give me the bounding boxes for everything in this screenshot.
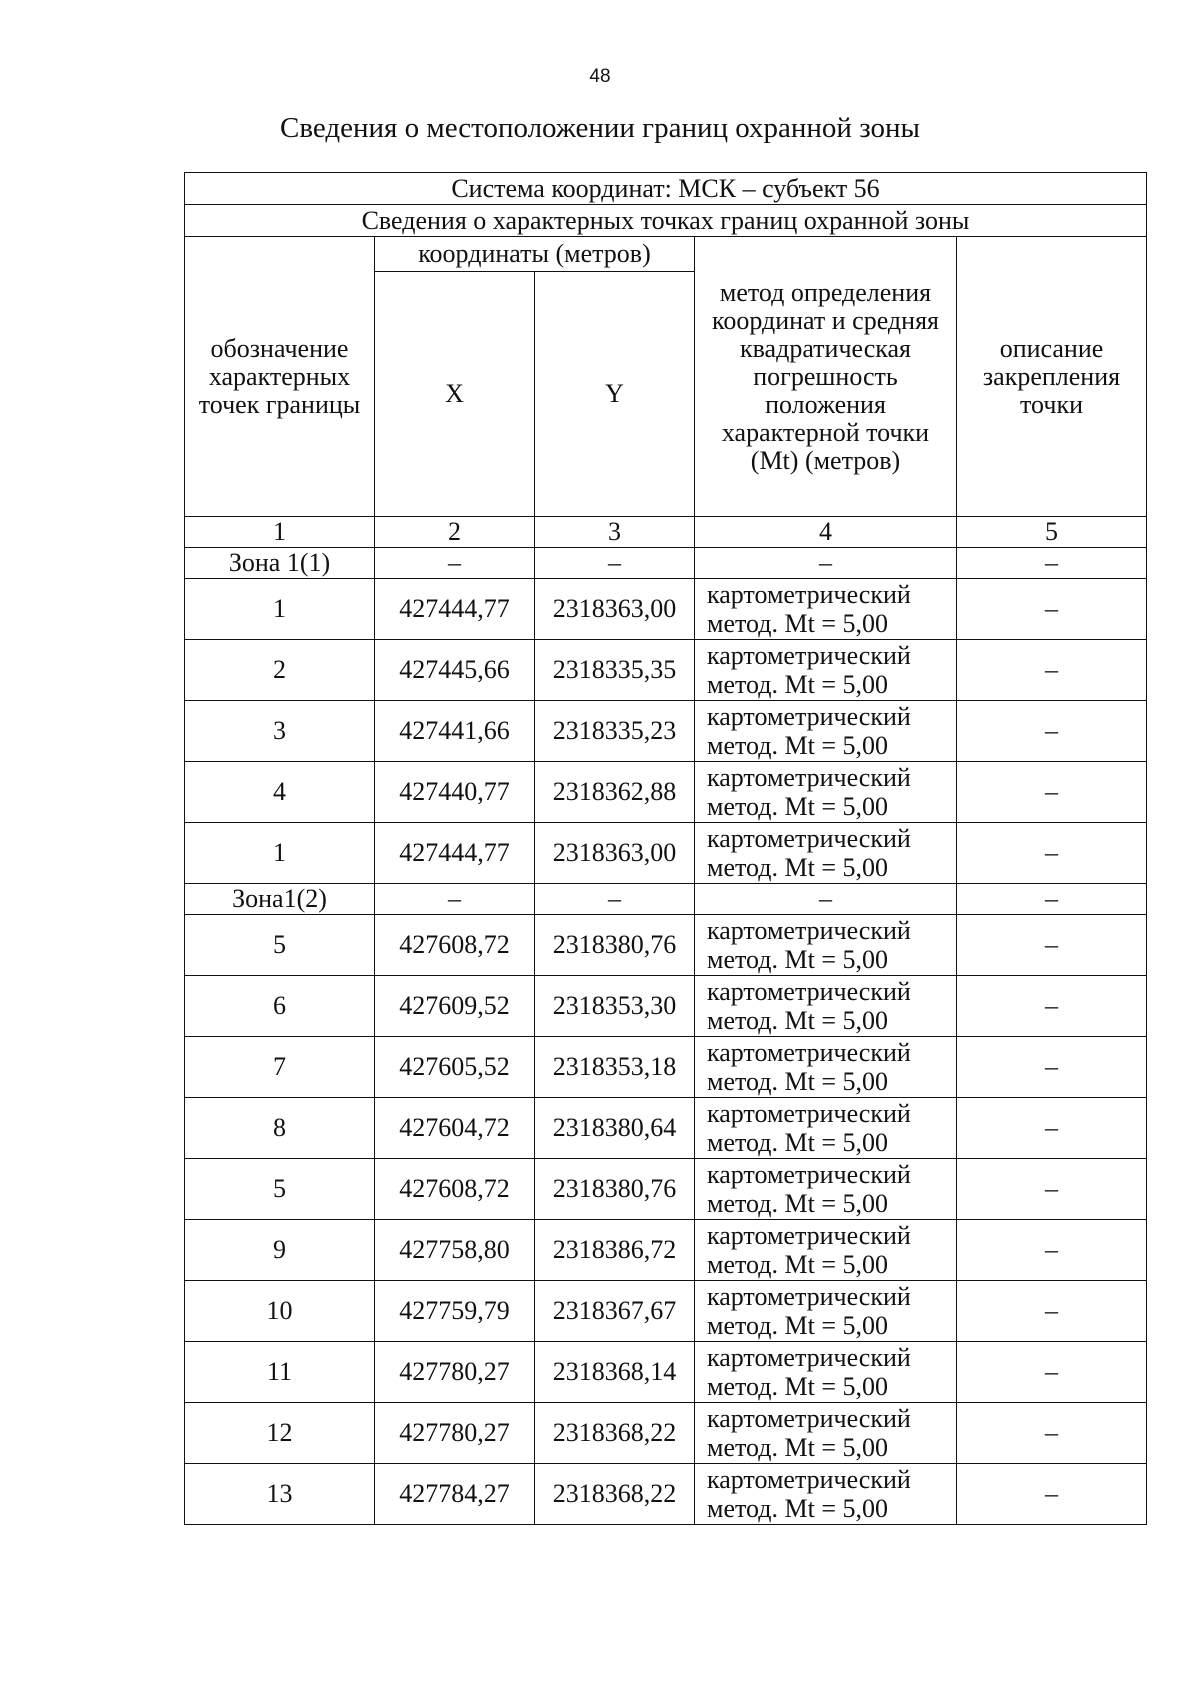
table-row	[185, 1098, 1147, 1159]
boundary-points-table	[184, 172, 1147, 1525]
header-coordinates: координаты (метров)	[375, 237, 695, 272]
method-cell	[695, 579, 957, 640]
table-row	[185, 762, 1147, 823]
method-cell	[695, 701, 957, 762]
method-line-2: метод. Mt = 5,00	[707, 1067, 888, 1096]
zone-dash: –	[535, 548, 695, 579]
x-coordinate: 427444,77	[375, 823, 535, 884]
table-row	[185, 1159, 1147, 1220]
zone-row	[185, 548, 1147, 579]
method-line-2: метод. Mt = 5,00	[707, 670, 888, 699]
description-cell: –	[957, 1281, 1147, 1342]
zone-dash: –	[957, 548, 1147, 579]
point-number: 9	[185, 1220, 375, 1281]
point-number: 3	[185, 701, 375, 762]
method-line-1: картометрический	[707, 1404, 911, 1433]
method-cell	[695, 762, 957, 823]
description-cell: –	[957, 1037, 1147, 1098]
method-cell	[695, 976, 957, 1037]
point-number: 1	[185, 579, 375, 640]
method-line-1: картометрический	[707, 702, 911, 731]
method-line-2: метод. Mt = 5,00	[707, 1311, 888, 1340]
zone-dash: –	[695, 548, 957, 579]
x-coordinate: 427444,77	[375, 579, 535, 640]
table-row	[185, 1037, 1147, 1098]
method-line-1: картометрический	[707, 1038, 911, 1067]
column-number: 2	[375, 517, 535, 548]
description-cell: –	[957, 640, 1147, 701]
y-coordinate: 2318353,18	[535, 1037, 695, 1098]
method-line-1: картометрический	[707, 763, 911, 792]
description-cell: –	[957, 1159, 1147, 1220]
table-row	[185, 1342, 1147, 1403]
method-cell	[695, 1342, 957, 1403]
table-row	[185, 640, 1147, 701]
x-coordinate: 427784,27	[375, 1464, 535, 1525]
method-line-2: метод. Mt = 5,00	[707, 945, 888, 974]
table-row	[185, 823, 1147, 884]
y-coordinate: 2318368,14	[535, 1342, 695, 1403]
y-coordinate: 2318368,22	[535, 1464, 695, 1525]
method-cell	[695, 1159, 957, 1220]
column-numbers-row	[185, 517, 1147, 548]
zone-dash: –	[535, 884, 695, 915]
method-line-2: метод. Mt = 5,00	[707, 1433, 888, 1462]
point-number: 1	[185, 823, 375, 884]
point-number: 5	[185, 1159, 375, 1220]
method-line-1: картометрический	[707, 641, 911, 670]
method-cell	[695, 915, 957, 976]
x-coordinate: 427608,72	[375, 1159, 535, 1220]
method-line-2: метод. Mt = 5,00	[707, 1250, 888, 1279]
point-number: 5	[185, 915, 375, 976]
x-coordinate: 427780,27	[375, 1342, 535, 1403]
method-line-2: метод. Mt = 5,00	[707, 1128, 888, 1157]
x-coordinate: 427759,79	[375, 1281, 535, 1342]
header-point-designation: обозначение характерных точек границы	[185, 237, 375, 517]
method-cell	[695, 640, 957, 701]
x-coordinate: 427609,52	[375, 976, 535, 1037]
method-cell	[695, 823, 957, 884]
y-coordinate: 2318380,76	[535, 1159, 695, 1220]
point-number: 4	[185, 762, 375, 823]
method-line-1: картометрический	[707, 1465, 911, 1494]
method-line-2: метод. Mt = 5,00	[707, 731, 888, 760]
y-coordinate: 2318335,23	[535, 701, 695, 762]
coordinate-system-label: Система координат: МСК – субъект 56	[185, 173, 1147, 205]
table-row	[185, 1281, 1147, 1342]
x-coordinate: 427608,72	[375, 915, 535, 976]
y-coordinate: 2318353,30	[535, 976, 695, 1037]
method-line-1: картометрический	[707, 916, 911, 945]
y-coordinate: 2318362,88	[535, 762, 695, 823]
method-cell	[695, 1464, 957, 1525]
method-line-2: метод. Mt = 5,00	[707, 1189, 888, 1218]
table-row	[185, 915, 1147, 976]
description-cell: –	[957, 823, 1147, 884]
method-line-1: картометрический	[707, 1160, 911, 1189]
zone-dash: –	[375, 548, 535, 579]
header-x: X	[375, 272, 535, 517]
point-number: 13	[185, 1464, 375, 1525]
description-cell: –	[957, 976, 1147, 1037]
column-number: 5	[957, 517, 1147, 548]
method-line-2: метод. Mt = 5,00	[707, 792, 888, 821]
method-line-1: картометрический	[707, 977, 911, 1006]
header-method: метод определения координат и средняя квадратическая погрешность положения характерной точки (Mt) (метров)	[695, 237, 957, 517]
table-row	[185, 1464, 1147, 1525]
x-coordinate: 427758,80	[375, 1220, 535, 1281]
x-coordinate: 427604,72	[375, 1098, 535, 1159]
y-coordinate: 2318386,72	[535, 1220, 695, 1281]
section-title: Сведения о характерных точках границ охранной зоны	[185, 205, 1147, 237]
method-line-2: метод. Mt = 5,00	[707, 1494, 888, 1523]
y-coordinate: 2318363,00	[535, 823, 695, 884]
point-number: 12	[185, 1403, 375, 1464]
description-cell: –	[957, 1098, 1147, 1159]
method-line-1: картометрический	[707, 1221, 911, 1250]
x-coordinate: 427440,77	[375, 762, 535, 823]
y-coordinate: 2318368,22	[535, 1403, 695, 1464]
method-line-1: картометрический	[707, 1099, 911, 1128]
page-number: 48	[589, 66, 611, 87]
method-line-2: метод. Mt = 5,00	[707, 1006, 888, 1035]
method-cell	[695, 1281, 957, 1342]
description-cell: –	[957, 701, 1147, 762]
method-cell	[695, 1403, 957, 1464]
table-row	[185, 976, 1147, 1037]
zone-row	[185, 884, 1147, 915]
x-coordinate: 427445,66	[375, 640, 535, 701]
method-line-2: метод. Mt = 5,00	[707, 609, 888, 638]
header-y: Y	[535, 272, 695, 517]
x-coordinate: 427605,52	[375, 1037, 535, 1098]
table-row	[185, 1220, 1147, 1281]
x-coordinate: 427780,27	[375, 1403, 535, 1464]
zone-label: Зона1(2)	[185, 884, 375, 915]
description-cell: –	[957, 762, 1147, 823]
zone-dash: –	[957, 884, 1147, 915]
y-coordinate: 2318367,67	[535, 1281, 695, 1342]
description-cell: –	[957, 579, 1147, 640]
column-number: 3	[535, 517, 695, 548]
table-row	[185, 1403, 1147, 1464]
method-line-1: картометрический	[707, 1343, 911, 1372]
method-cell	[695, 1098, 957, 1159]
description-cell: –	[957, 1342, 1147, 1403]
method-line-2: метод. Mt = 5,00	[707, 1372, 888, 1401]
method-cell	[695, 1037, 957, 1098]
point-number: 10	[185, 1281, 375, 1342]
zone-label: Зона 1(1)	[185, 548, 375, 579]
document-title: Сведения о местоположении границ охранной зоны	[279, 112, 920, 144]
description-cell: –	[957, 915, 1147, 976]
point-number: 11	[185, 1342, 375, 1403]
table-row	[185, 579, 1147, 640]
column-number: 1	[185, 517, 375, 548]
method-cell	[695, 1220, 957, 1281]
table-row	[185, 701, 1147, 762]
x-coordinate: 427441,66	[375, 701, 535, 762]
header-description: описание закрепления точки	[957, 237, 1147, 517]
description-cell: –	[957, 1464, 1147, 1525]
method-line-2: метод. Mt = 5,00	[707, 853, 888, 882]
method-line-1: картометрический	[707, 824, 911, 853]
point-number: 2	[185, 640, 375, 701]
point-number: 6	[185, 976, 375, 1037]
zone-dash: –	[695, 884, 957, 915]
description-cell: –	[957, 1403, 1147, 1464]
point-number: 8	[185, 1098, 375, 1159]
y-coordinate: 2318335,35	[535, 640, 695, 701]
zone-dash: –	[375, 884, 535, 915]
description-cell: –	[957, 1220, 1147, 1281]
method-line-1: картометрический	[707, 580, 911, 609]
column-number: 4	[695, 517, 957, 548]
y-coordinate: 2318380,64	[535, 1098, 695, 1159]
point-number: 7	[185, 1037, 375, 1098]
method-line-1: картометрический	[707, 1282, 911, 1311]
y-coordinate: 2318380,76	[535, 915, 695, 976]
y-coordinate: 2318363,00	[535, 579, 695, 640]
